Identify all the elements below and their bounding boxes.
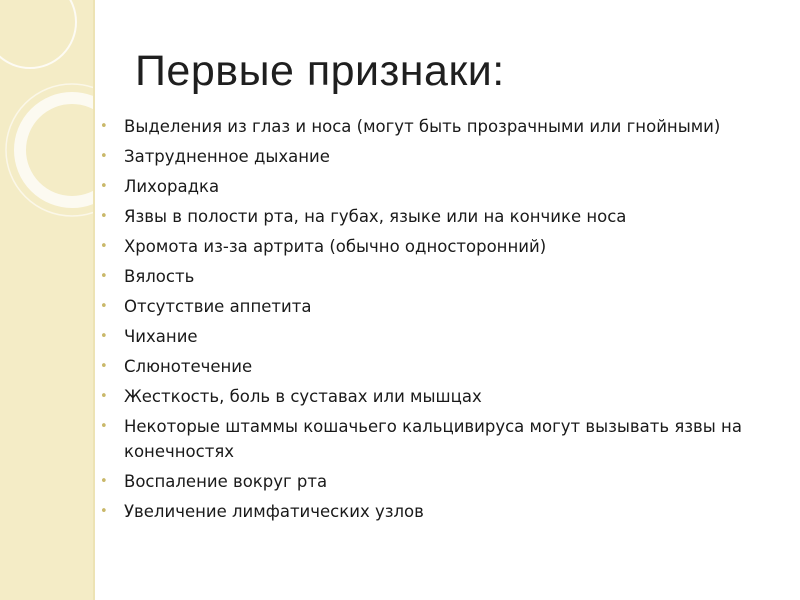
list-item-text: Вялость	[124, 267, 195, 286]
bullet-icon: •	[100, 504, 108, 519]
list-item	[100, 174, 760, 199]
list-item	[100, 114, 760, 139]
bullet-icon: •	[100, 119, 108, 134]
list-item-text: Язвы в полости рта, на губах, языке или на кончике носа	[124, 207, 627, 226]
list-item-text: Отсутствие аппетита	[124, 297, 312, 316]
list-item	[100, 469, 760, 494]
list-item	[100, 204, 760, 229]
bullet-icon: •	[100, 389, 108, 404]
slide-title: Первые признаки:	[135, 47, 505, 95]
bullet-icon: •	[100, 419, 108, 434]
list-item-text: Выделения из глаз и носа (могут быть прозрачными или гнойными)	[124, 117, 721, 136]
list-item-text: Чихание	[124, 327, 198, 346]
bullet-icon: •	[100, 359, 108, 374]
list-item	[100, 144, 760, 169]
bullet-icon: •	[100, 239, 108, 254]
bullet-icon: •	[100, 269, 108, 284]
side-panel-edge	[93, 0, 95, 600]
list-item-text: Увеличение лимфатических узлов	[124, 502, 424, 521]
decorative-circles	[0, 0, 93, 600]
list-item	[100, 354, 760, 379]
list-item	[100, 294, 760, 319]
bullet-icon: •	[100, 474, 108, 489]
bullet-icon: •	[100, 179, 108, 194]
decorative-side-panel	[0, 0, 93, 600]
list-item-text: Слюнотечение	[124, 357, 253, 376]
list-item-text: Хромота из-за артрита (обычно односторонний)	[124, 237, 547, 256]
list-item-text: Лихорадка	[124, 177, 220, 196]
bullet-icon: •	[100, 329, 108, 344]
list-item	[100, 499, 760, 524]
list-item	[100, 234, 760, 259]
list-item	[100, 384, 760, 409]
list-item-text: Некоторые штаммы кошачьего кальцивируса могут вызывать язвы на конечностях	[124, 417, 742, 461]
list-item	[100, 324, 760, 349]
list-item-text: Затрудненное дыхание	[124, 147, 330, 166]
bullet-icon: •	[100, 209, 108, 224]
bullet-icon: •	[100, 299, 108, 314]
list-item-text: Воспаление вокруг рта	[124, 472, 328, 491]
bullet-icon: •	[100, 149, 108, 164]
bullet-list	[100, 114, 760, 529]
list-item-text: Жесткость, боль в суставах или мышцах	[124, 387, 482, 406]
list-item	[100, 414, 760, 464]
list-item	[100, 264, 760, 289]
